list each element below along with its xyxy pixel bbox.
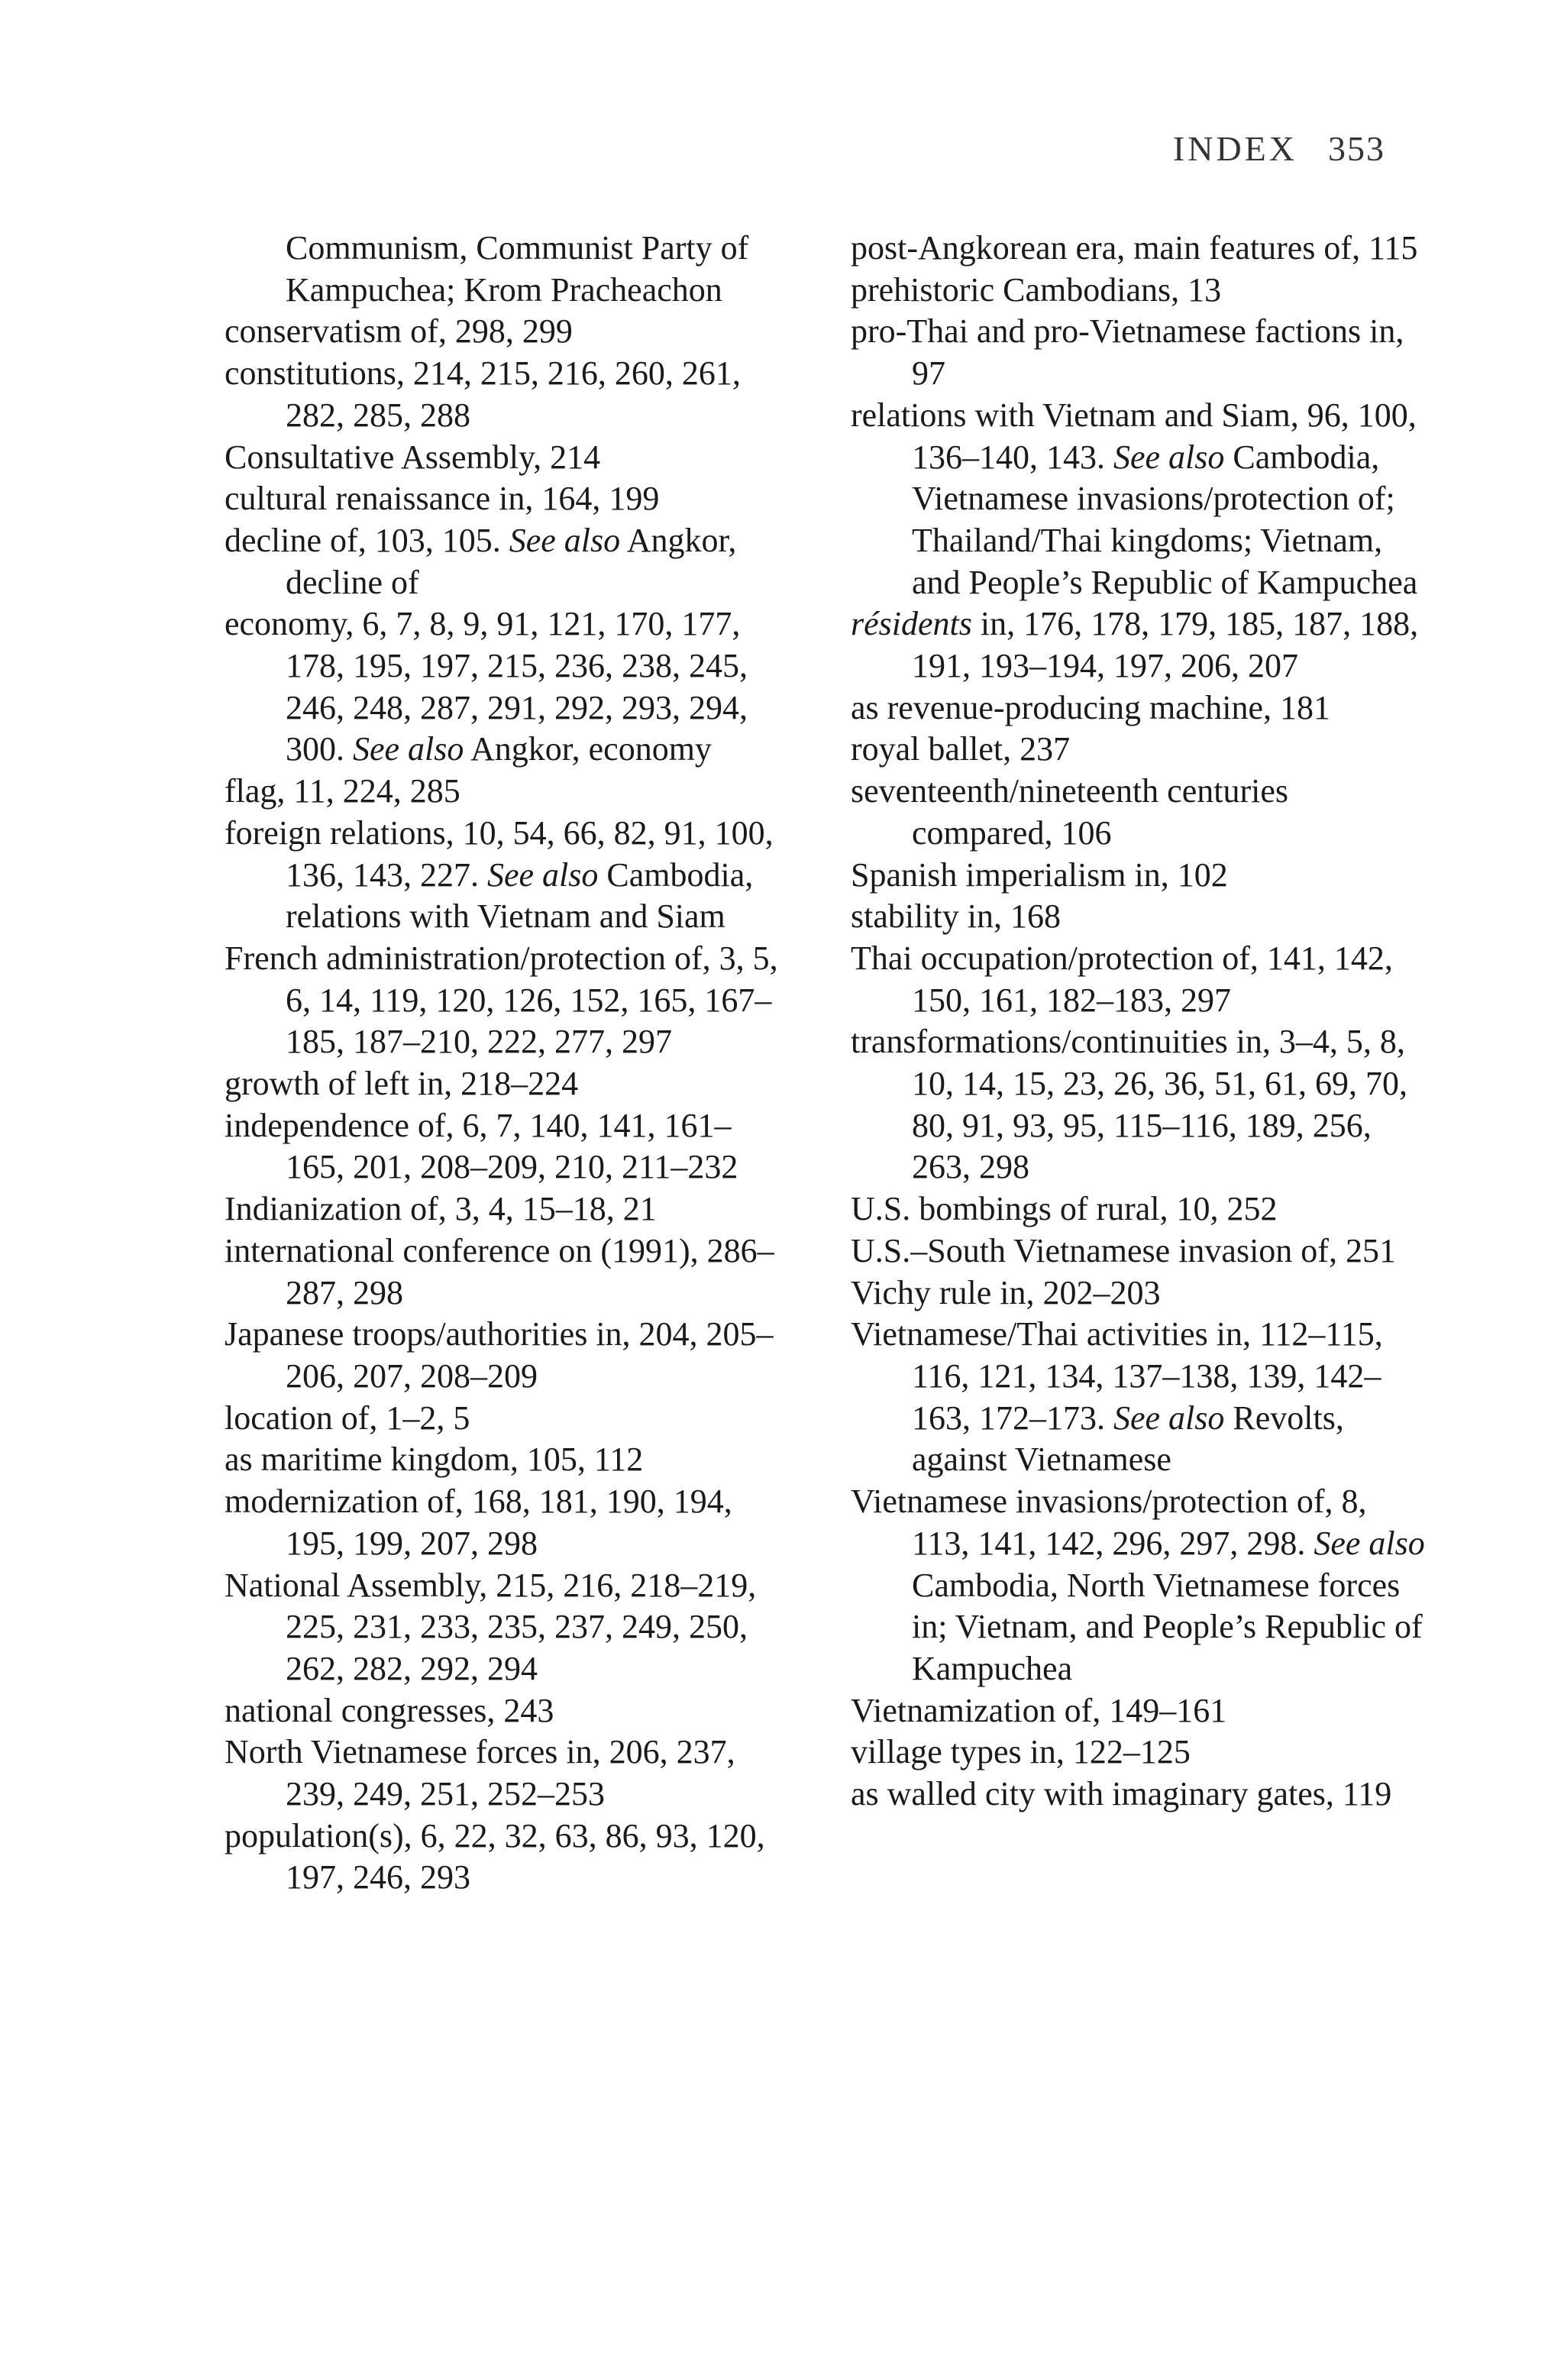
entry-text: Consultative Assembly, 214: [225, 438, 601, 476]
entry-text: royal ballet, 237: [851, 730, 1071, 768]
index-entry: [851, 1230, 1431, 1272]
entry-text: international conference on (1991), 286–287, 298: [225, 1231, 774, 1311]
index-entry: [851, 228, 1431, 270]
entry-text: cultural renaissance in, 164, 199: [225, 480, 660, 518]
index-entry: [225, 228, 790, 311]
index-entry: [851, 603, 1431, 687]
entry-text: national congresses, 243: [225, 1691, 554, 1729]
index-entry: [851, 1690, 1431, 1732]
index-entry: [225, 520, 790, 603]
running-head: [1173, 128, 1385, 169]
index-entry: [225, 353, 790, 436]
entry-text: pro-Thai and pro-Vietnamese factions in, 97: [851, 312, 1404, 393]
index-entry: [851, 687, 1431, 729]
entry-text: as maritime kingdom, 105, 112: [225, 1441, 644, 1479]
index-entry: [851, 938, 1431, 1021]
index-column-left: [225, 228, 790, 1899]
entry-text: village types in, 122–125: [851, 1733, 1191, 1771]
index-entry: [851, 855, 1431, 897]
entry-text: Vietnamization of, 149–161: [851, 1691, 1227, 1729]
index-entry: [225, 1439, 790, 1481]
index-entry: [225, 1398, 790, 1440]
entry-text: prehistoric Cambodians, 13: [851, 270, 1222, 309]
index-entry: [851, 311, 1431, 394]
index-entry: [851, 771, 1431, 854]
index-entry: [225, 311, 790, 353]
entry-text: National Assembly, 215, 216, 218–219, 225, 231, 233, 235, 237, 249, 250, 262, 282, 292, 294: [225, 1566, 757, 1687]
index-entry: [225, 1314, 790, 1397]
entry-text: seventeenth/nineteenth centuries compared, 106: [851, 772, 1288, 852]
entry-text: population(s), 6, 22, 32, 63, 86, 93, 120, 197, 246, 293: [225, 1816, 765, 1897]
entry-text: decline of, 103, 105.: [225, 521, 501, 559]
running-head-label: INDEX: [1172, 129, 1297, 168]
index-entry: [225, 437, 790, 479]
entry-text: location of, 1–2, 5: [225, 1399, 470, 1437]
index-entry: [851, 896, 1431, 938]
index-entry: [225, 1063, 790, 1105]
entry-italic-term: résidents: [851, 605, 972, 643]
see-also-target: Angkor, economy: [470, 730, 712, 768]
entry-text: economy, 6, 7, 8, 9, 91, 121, 170, 177, 178, 195, 197, 215, 236, 238, 245, 246, 248, 287, 291, 292, 293, 294, 300.: [225, 605, 748, 768]
see-also-label: See also: [1113, 438, 1225, 476]
index-entry: [225, 1690, 790, 1732]
entry-text: U.S.–South Vietnamese invasion of, 251: [851, 1231, 1396, 1269]
index-entry: [225, 1188, 790, 1230]
index-entry: [225, 1816, 790, 1899]
entry-text: growth of left in, 218–224: [225, 1065, 579, 1103]
entry-text: as revenue-producing machine, 181: [851, 688, 1330, 726]
entry-text: post-Angkorean era, main features of, 115: [851, 229, 1418, 267]
entry-text: U.S. bombings of rural, 10, 252: [851, 1190, 1278, 1228]
index-entry: [851, 1732, 1431, 1774]
index-entry: [851, 1774, 1431, 1816]
index-entry: [851, 1481, 1431, 1690]
entry-text: independence of, 6, 7, 140, 141, 161–165, 201, 208–209, 210, 211–232: [225, 1106, 738, 1186]
index-entry: [851, 729, 1431, 771]
index-entry: [225, 478, 790, 520]
index-entry: [851, 270, 1431, 312]
entry-text: constitutions, 214, 215, 216, 260, 261, 282, 285, 288: [225, 354, 741, 434]
index-entry: [851, 1021, 1431, 1188]
index-column-right: [851, 228, 1431, 1816]
see-also-label: See also: [1314, 1524, 1425, 1562]
see-also-label: See also: [487, 855, 599, 894]
entry-text: relations with Vietnam and Siam, 96, 100, 136–140, 143.: [851, 396, 1417, 476]
index-entry: [225, 813, 790, 938]
index-entry: [225, 1481, 790, 1564]
index-entry: [851, 1188, 1431, 1230]
see-also-target: Cambodia, relations with Vietnam and Siam: [286, 855, 754, 936]
entry-text: Communism, Communist Party of Kampuchea; Krom Pracheachon: [286, 229, 749, 309]
entry-text: Vietnamese invasions/protection of, 8, 113, 141, 142, 296, 297, 298.: [851, 1483, 1367, 1562]
entry-text: stability in, 168: [851, 897, 1061, 936]
index-entry: [225, 1565, 790, 1690]
index-entry: [851, 1272, 1431, 1314]
see-also-target: Cambodia, North Vietnamese forces in; Vietnam, and People’s Republic of Kampuchea: [912, 1566, 1423, 1687]
entry-text: modernization of, 168, 181, 190, 194, 195, 199, 207, 298: [225, 1483, 732, 1562]
index-entry: [225, 938, 790, 1063]
entry-text: North Vietnamese forces in, 206, 237, 239, 249, 251, 252–253: [225, 1733, 735, 1813]
index-entry: [225, 1105, 790, 1188]
entry-text: conservatism of, 298, 299: [225, 312, 573, 351]
entry-text: transformations/continuities in, 3–4, 5, 8, 10, 14, 15, 23, 26, 36, 51, 61, 69, 70, 80, 91, 93, 95, 115–116, 189, 256, 263, 298: [851, 1023, 1407, 1186]
see-also-target: Angkor, decline of: [286, 521, 737, 601]
entry-text: Thai occupation/protection of, 141, 142, 150, 161, 182–183, 297: [851, 939, 1393, 1019]
entry-text: as walled city with imaginary gates, 119: [851, 1775, 1392, 1813]
entry-text: in, 176, 178, 179, 185, 187, 188, 191, 193–194, 197, 206, 207: [912, 605, 1419, 685]
entry-text: Vietnamese/Thai activities in, 112–115, 116, 121, 134, 137–138, 139, 142–163, 172–173.: [851, 1315, 1383, 1437]
index-entry: [851, 395, 1431, 604]
index-entry: [225, 1732, 790, 1815]
see-also-label: See also: [509, 521, 621, 559]
entry-text: foreign relations, 10, 54, 66, 82, 91, 100, 136, 143, 227.: [225, 813, 774, 894]
see-also-target: Cambodia, Vietnamese invasions/protection of; Thailand/Thai kingdoms; Vietnam, and People’s Republic of Kampuchea: [912, 438, 1418, 601]
index-entry: [225, 771, 790, 813]
entry-text: Indianization of, 3, 4, 15–18, 21: [225, 1190, 657, 1228]
entry-text: French administration/protection of, 3, 5, 6, 14, 119, 120, 126, 152, 165, 167–185, 187–210, 222, 277, 297: [225, 939, 778, 1061]
entry-text: flag, 11, 224, 285: [225, 772, 460, 810]
see-also-label: See also: [353, 730, 464, 768]
entry-text: Japanese troops/authorities in, 204, 205–206, 207, 208–209: [225, 1315, 774, 1395]
see-also-target: Revolts, against Vietnamese: [912, 1399, 1344, 1479]
page-number: 353: [1328, 129, 1385, 168]
index-entry: [851, 1314, 1431, 1481]
see-also-label: See also: [1113, 1399, 1225, 1437]
index-entry: [225, 603, 790, 771]
entry-text: Spanish imperialism in, 102: [851, 855, 1228, 894]
index-entry: [225, 1230, 790, 1314]
entry-text: Vichy rule in, 202–203: [851, 1273, 1161, 1311]
